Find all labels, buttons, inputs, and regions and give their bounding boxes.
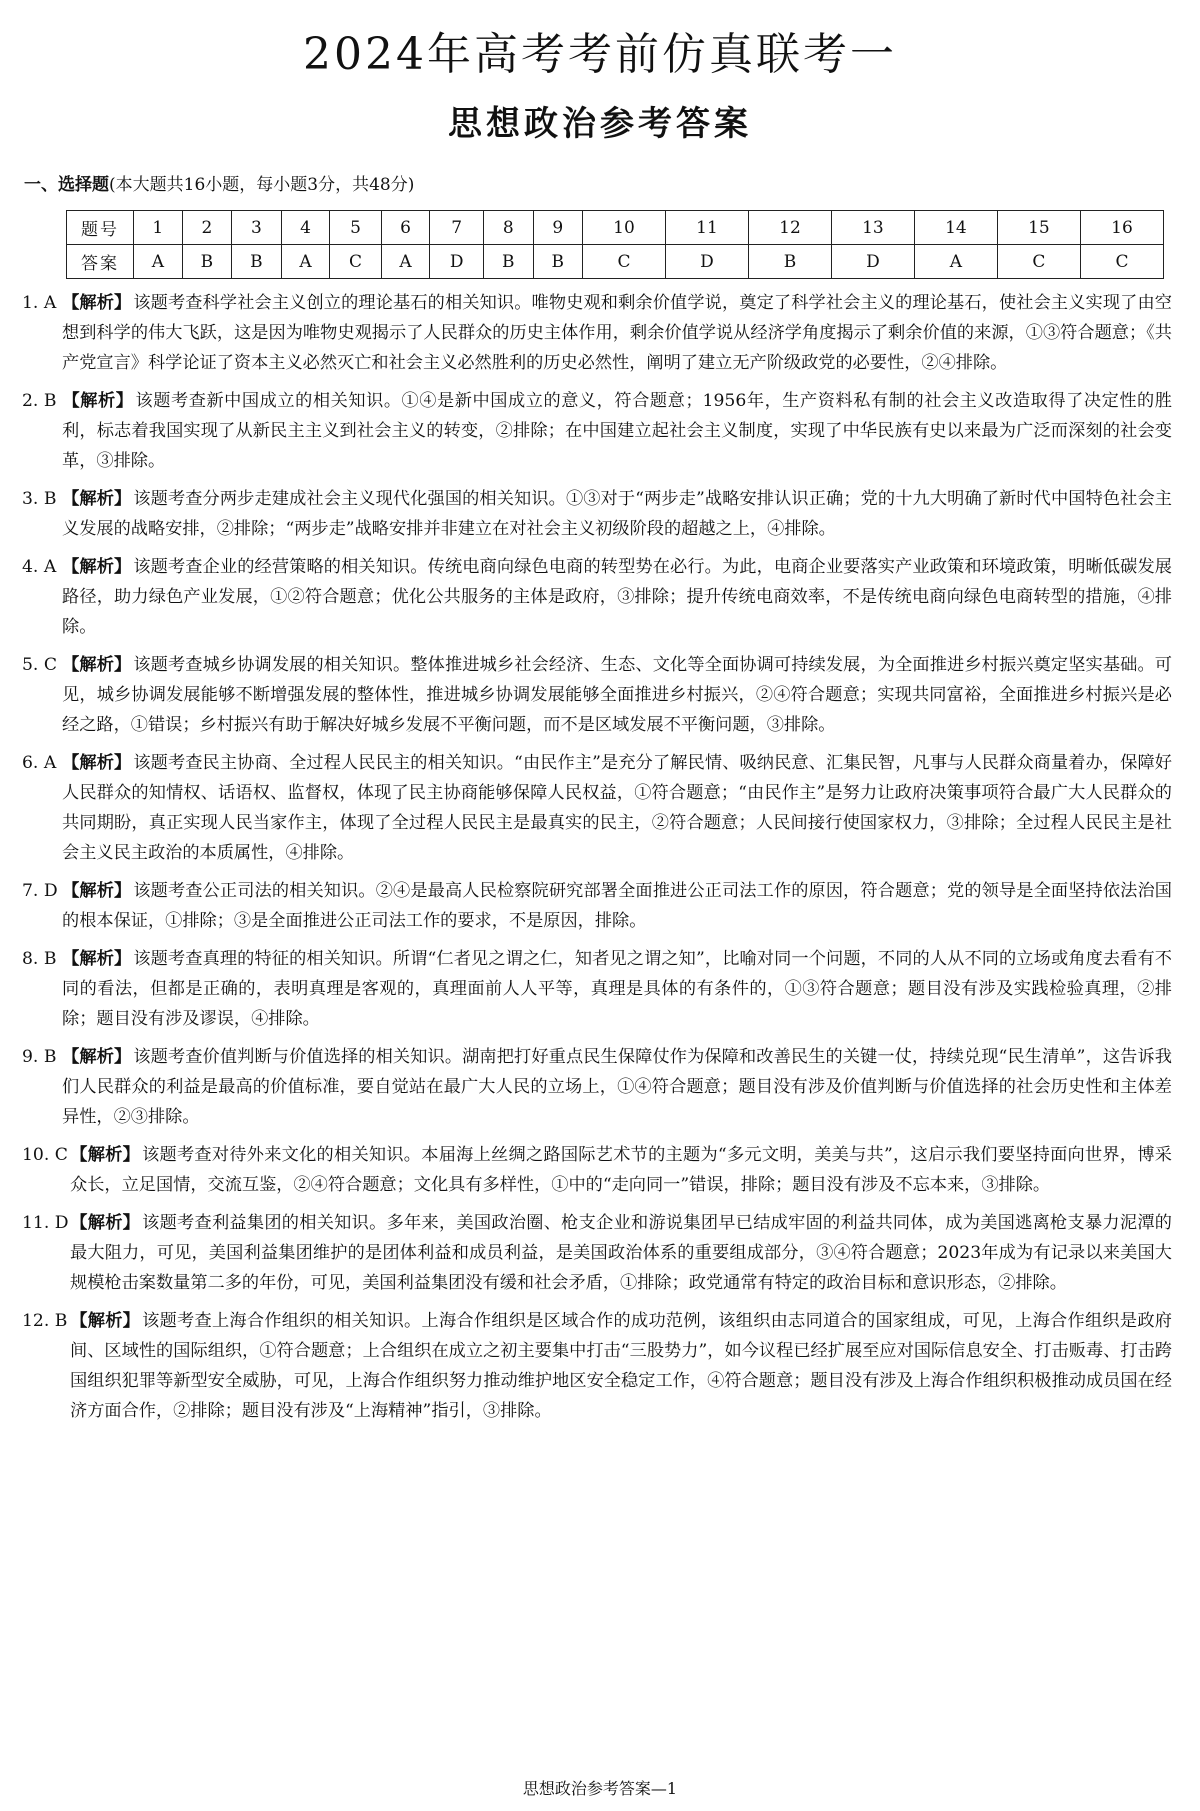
analysis-text: 该题考查科学社会主义创立的理论基石的相关知识。唯物史观和剩余价值学说，奠定了科学社会主义的理论基石，使社会主义实现了由空想到科学的伟大飞跃，这是因为唯物史观揭示了人民群众的历史主体作用，剩余价值学说从经济学角度揭示了剩余价值的来源，①③符合题意；《共产党宣言》科学论证了资本主义必然灭亡和社会主义必然胜利的历史必然性，阐明了建立无产阶级政党的必要性，②④排除。 [62, 293, 1172, 373]
item-number: 10. C [22, 1145, 68, 1165]
answer-cell: C [330, 245, 381, 279]
question-number: 11 [665, 211, 748, 245]
analysis-text: 该题考查新中国成立的相关知识。①④是新中国成立的意义，符合题意；1956年，生产资料私有制的社会主义改造取得了决定性的胜利，标志着我国实现了从新民主主义到社会主义的转变，②排除；在中国建立起社会主义制度，实现了中华民族有史以来最为广泛而深刻的社会变革，③排除。 [62, 391, 1172, 471]
item-number: 5. C [22, 655, 58, 675]
analysis-text: 该题考查价值判断与价值选择的相关知识。湖南把打好重点民生保障仗作为保障和改善民生的关键一仗，持续兑现“民生清单”，这告诉我们人民群众的利益是最高的价值标准，要自觉站在最广大人民的立场上，①④符合题意；题目没有涉及价值判断与价值选择的社会历史性和主体差异性，②③排除。 [62, 1047, 1172, 1127]
analysis-tag: 【解析】 [62, 655, 132, 675]
analysis-text: 该题考查对待外来文化的相关知识。本届海上丝绸之路国际艺术节的主题为“多元文明，美美与共”，这启示我们要坚持面向世界，博采众长，立足国情，交流互鉴，②④符合题意；文化具有多样性，①中的“走向同一”错误，排除；题目没有涉及不忘本来，③排除。 [70, 1145, 1172, 1195]
analysis-text: 该题考查真理的特征的相关知识。所谓“仁者见之谓之仁，知者见之谓之知”，比喻对同一个问题，不同的人从不同的立场或角度去看有不同的看法，但都是正确的，表明真理是客观的，真理面前人人平等，真理是具体的有条件的，①③符合题意；题目没有涉及实践检验真理，②排除；题目没有涉及谬误，④排除。 [62, 949, 1172, 1029]
question-number: 8 [484, 211, 533, 245]
question-number: 1 [134, 211, 183, 245]
explanation-item [22, 876, 1172, 936]
answer-table [66, 210, 1164, 279]
explanation-item [22, 944, 1172, 1034]
question-number: 6 [381, 211, 430, 245]
analysis-text: 该题考查分两步走建成社会主义现代化强国的相关知识。①③对于“两步走”战略安排认识正确；党的十九大明确了新时代中国特色社会主义发展的战略安排，②排除；“两步走”战略安排并非建立在对社会主义初级阶段的超越之上，④排除。 [62, 489, 1172, 539]
section-heading [24, 170, 414, 195]
answer-cell: B [533, 245, 582, 279]
explanation-item [22, 386, 1172, 476]
exam-title: 2024年高考考前仿真联考一 [303, 29, 897, 80]
answer-row [67, 245, 1164, 279]
analysis-tag: 【解析】 [62, 391, 134, 411]
analysis-tag: 【解析】 [62, 1047, 132, 1067]
analysis-text: 该题考查民主协商、全过程人民民主的相关知识。“由民作主”是充分了解民情、吸纳民意、汇集民智，凡事与人民群众商量着办，保障好人民群众的知情权、话语权、监督权，体现了民主协商能够保障人民权益，①符合题意；“由民作主”是努力让政府决策事项符合最广大人民群众的共同期盼，真正实现人民当家作主，体现了全过程人民民主是最真实的民主，②符合题意；人民间接行使国家权力，③排除；全过程人民民主是社会主义民主政治的本质属性，④排除。 [62, 753, 1172, 863]
item-number: 1. A [22, 293, 57, 313]
analysis-tag: 【解析】 [62, 753, 132, 773]
question-number: 10 [582, 211, 665, 245]
answer-cell: B [182, 245, 231, 279]
answer-cell: A [914, 245, 997, 279]
analysis-tag: 【解析】 [70, 1145, 141, 1165]
question-number: 14 [914, 211, 997, 245]
answer-cell: C [997, 245, 1080, 279]
explanation-item [22, 484, 1172, 544]
item-number: 12. B [22, 1311, 68, 1331]
answer-cell: A [381, 245, 430, 279]
question-number-header: 题号 [67, 211, 134, 245]
explanation-item [22, 288, 1172, 378]
explanation-item [22, 552, 1172, 642]
analysis-text: 该题考查利益集团的相关知识。多年来，美国政治圈、枪支企业和游说集团早已结成牢固的利益共同体，成为美国逃离枪支暴力泥潭的最大阻力，可见，美国利益集团维护的是团体利益和成员利益，是美国政治体系的重要组成部分，③④符合题意；2023年成为有记录以来美国大规模枪击案数量第二多的年份，可见，美国利益集团没有缓和社会矛盾，①排除；政党通常有特定的政治目标和意识形态，②排除。 [70, 1213, 1172, 1293]
item-number: 7. D [22, 881, 58, 901]
question-number: 15 [997, 211, 1080, 245]
answer-cell: B [748, 245, 831, 279]
question-number: 13 [831, 211, 914, 245]
answer-key-title: 思想政治参考答案 [448, 104, 752, 144]
question-number: 2 [182, 211, 231, 245]
answer-cell: D [430, 245, 484, 279]
answer-cell: B [232, 245, 281, 279]
analysis-tag: 【解析】 [70, 1311, 141, 1331]
analysis-text: 该题考查城乡协调发展的相关知识。整体推进城乡社会经济、生态、文化等全面协调可持续发展，为全面推进乡村振兴奠定坚实基础。可见，城乡协调发展能够不断增强发展的整体性，推进城乡协调发展能够全面推进乡村振兴，②④符合题意；实现共同富裕，全面推进乡村振兴是必经之路，①错误；乡村振兴有助于解决好城乡发展不平衡问题，而不是区域发展不平衡问题，③排除。 [62, 655, 1172, 735]
explanation-item [22, 650, 1172, 740]
analysis-tag: 【解析】 [62, 949, 132, 969]
question-number: 16 [1080, 211, 1163, 245]
answer-cell: C [1080, 245, 1163, 279]
analysis-text: 该题考查公正司法的相关知识。②④是最高人民检察院研究部署全面推进公正司法工作的原因，符合题意；党的领导是全面坚持依法治国的根本保证，①排除；③是全面推进公正司法工作的要求，不是原因，排除。 [62, 881, 1172, 931]
answer-cell: A [134, 245, 183, 279]
explanations-list [22, 288, 1172, 1434]
question-number: 3 [232, 211, 281, 245]
item-number: 8. B [22, 949, 57, 969]
explanation-item [22, 748, 1172, 868]
analysis-tag: 【解析】 [62, 293, 132, 313]
analysis-text: 该题考查企业的经营策略的相关知识。传统电商向绿色电商的转型势在必行。为此，电商企业要落实产业政策和环境政策，明晰低碳发展路径，助力绿色产业发展，①②符合题意；优化公共服务的主体是政府，③排除；提升传统电商效率，不是传统电商向绿色电商转型的措施，④排除。 [62, 557, 1172, 637]
answer-cell: B [484, 245, 533, 279]
question-number: 4 [281, 211, 330, 245]
answer-header: 答案 [67, 245, 134, 279]
item-number: 2. B [22, 391, 57, 411]
analysis-text: 该题考查上海合作组织的相关知识。上海合作组织是区域合作的成功范例，该组织由志同道合的国家组成，可见，上海合作组织是政府间、区域性的国际组织，①符合题意；上合组织在成立之初主要集中打击“三股势力”，如今议程已经扩展至应对国际信息安全、打击贩毒、打击跨国组织犯罪等新型安全威胁，可见，上海合作组织努力推动维护地区安全稳定工作，④符合题意；题目没有涉及上海合作组织积极推动成员国在经济方面合作，②排除；题目没有涉及“上海精神”指引，③排除。 [70, 1311, 1172, 1421]
analysis-tag: 【解析】 [62, 557, 132, 577]
section-note: (本大题共16小题，每小题3分，共48分) [109, 175, 415, 195]
explanation-item [22, 1140, 1172, 1200]
question-number: 12 [748, 211, 831, 245]
question-number: 7 [430, 211, 484, 245]
section-label: 一、选择题 [24, 175, 109, 195]
explanation-item [22, 1306, 1172, 1426]
item-number: 4. A [22, 557, 57, 577]
question-number: 5 [330, 211, 381, 245]
analysis-tag: 【解析】 [70, 1213, 141, 1233]
analysis-tag: 【解析】 [62, 489, 132, 509]
question-number: 9 [533, 211, 582, 245]
answer-cell: C [582, 245, 665, 279]
item-number: 6. A [22, 753, 57, 773]
item-number: 11. D [22, 1213, 69, 1233]
item-number: 3. B [22, 489, 57, 509]
answer-cell: A [281, 245, 330, 279]
item-number: 9. B [22, 1047, 57, 1067]
explanation-item [22, 1042, 1172, 1132]
question-number-row [67, 211, 1164, 245]
analysis-tag: 【解析】 [62, 881, 132, 901]
page-footer: 思想政治参考答案—1 [522, 1779, 678, 1798]
answer-cell: D [665, 245, 748, 279]
explanation-item [22, 1208, 1172, 1298]
answer-cell: D [831, 245, 914, 279]
